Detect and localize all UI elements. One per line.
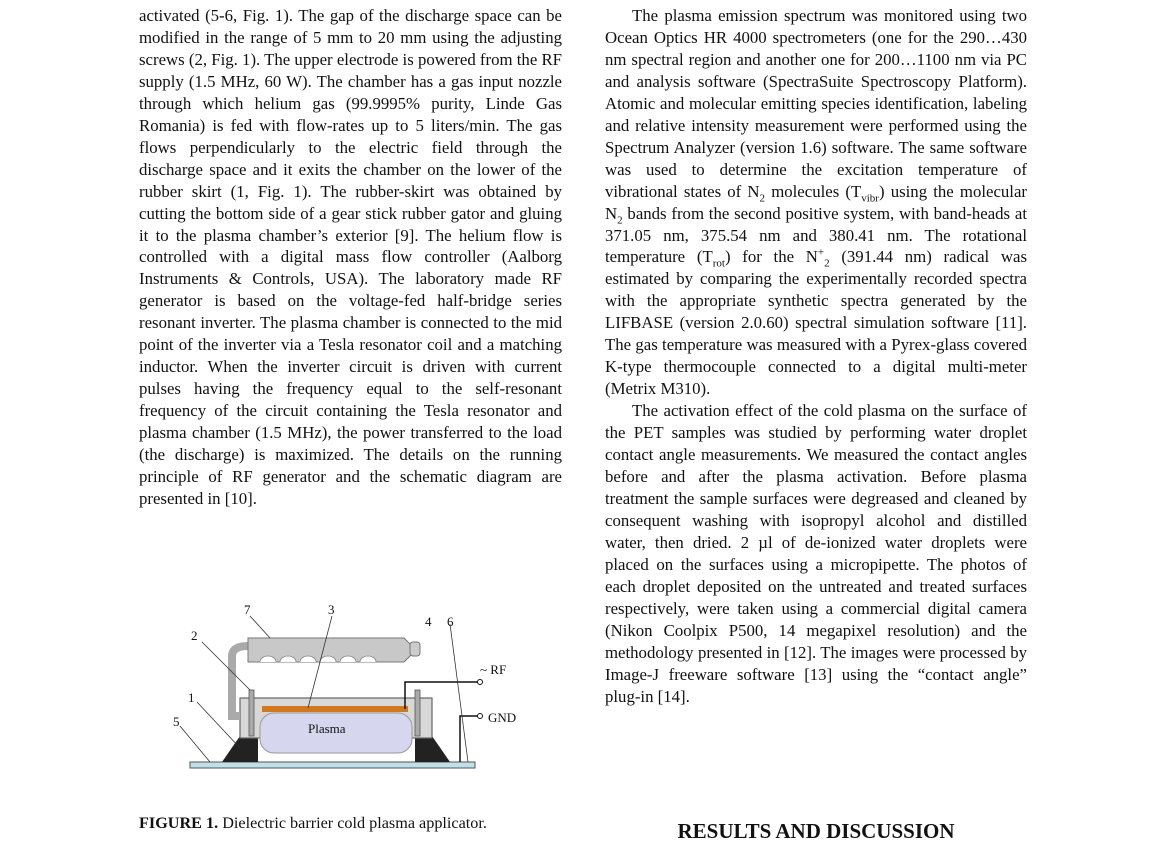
nozzle-end [410,642,420,656]
base-plate [190,762,475,768]
adjusting-screw-left [249,690,254,736]
upper-electrode [262,706,408,712]
label-1: 1 [188,690,195,705]
label-rf: ~ RF [480,662,507,677]
label-3: 3 [328,602,335,617]
section-heading: RESULTS AND DISCUSSION [677,819,955,843]
label-6: 6 [447,614,454,629]
gnd-terminal [478,714,483,719]
right-column [605,5,1027,708]
caption-label: FIGURE 1. [139,814,219,832]
body-paragraph-activation: The activation effect of the cold plasma on the surface of the PET samples was studied by performing water droplet contact angle measurements. We measured the contact angles before and after the plasma activation. Before plasma treatment the sample surfaces were degreased and cleaned by consequent washing with isopropyl alcohol and distilled water, then dried. 2 µl of de-ionized water droplets were placed on the surfaces using a micropipette. The photos of each droplet deposited on the untreated and treated surfaces respectively, were taken using a commercial digital camera (Nikon Coolpix P500, 14 megapixel resolution) and the methodology presented in [12]. The images were processed by Image-J freeware software [13] using the “contact angle” plug-in [14]. [605,401,1027,706]
plasma-applicator-diagram [160,598,540,778]
label-gnd: GND [488,710,517,725]
body-paragraph-spectrum: The plasma emission spectrum was monitored using two Ocean Optics HR 4000 spectrometers (one for the 290…430 nm spectral region and another one for 200…1100 nm via PC and analysis software (SpectraSuite Spectroscopy Platform). Atomic and molecular emitting species identification, labeling and relative intensity measurement were performed using the Spectrum Analyzer (version 1.6) software. The same software was used to determine the excitation temperature of vibrational states of $N_2$ molecules $(T_{vibr})$ using the molecular $N_2$ bands from the second positive system, with band-heads at 371.05 nm, 375.54 nm and 380.41 nm. The rotational temperature $(T_{rot})$ for the $N^+_2$ (391.44 nm) radical was estimated by comparing the experimentally recorded spectra with the appropriate synthetic spectra generated by the LIFBASE (version 2.0.60) spectral simulation software [11]. The gas temperature was measured with a Pyrex-glass covered K-type thermocouple connected to a digital multi-meter (Metrix M310). [605,6,1028,399]
rubber-skirt-left [222,736,258,762]
left-column [139,5,562,510]
label-7: 7 [244,602,251,617]
rubber-skirt-right [415,736,450,762]
label-plasma: Plasma [308,721,346,736]
label-5: 5 [173,714,180,729]
adjusting-screw-right [415,690,420,736]
rf-terminal [478,680,483,685]
caption-text: Dielectric barrier cold plasma applicator. [218,814,487,832]
label-2: 2 [191,628,198,643]
body-paragraph: activated (5-6, Fig. 1). The gap of the discharge space can be modified in the range of 5 mm to 20 mm using the adjusting screws (2, Fig. 1). The upper electrode is powered from the RF supply (1.5 MHz, 60 W). The chamber has a gas input nozzle through which helium gas (99.9995% purity, Linde Gas Romania) is fed with flow-rates up to 5 liters/min. The gas flows perpendicularly to the electric field through the discharge space and it exits the chamber on the lower of the rubber skirt (1, Fig. 1). The rubber-skirt was obtained by cutting the bottom side of a gear stick rubber gator and gluing it to the plasma chamber’s exterior [9]. The helium flow is controlled with a digital mass flow controller (Aalborg Instruments & Controls, USA). The laboratory made RF generator is based on the voltage-fed half-bridge series resonant inverter. The plasma chamber is connected to the mid point of the inverter via a Tesla resonator coil and a matching inductor. When the inverter circuit is driven with current pulses having the frequency equal to the self-resonant frequency of the circuit containing the Tesla resonator and plasma chamber (1.5 MHz), the power transferred to the load (the discharge) is maximized. The details on the running principle of RF generator and the schematic diagram are presented in [10]. [139,6,562,508]
figure-caption [139,814,487,833]
label-4: 4 [425,614,432,629]
